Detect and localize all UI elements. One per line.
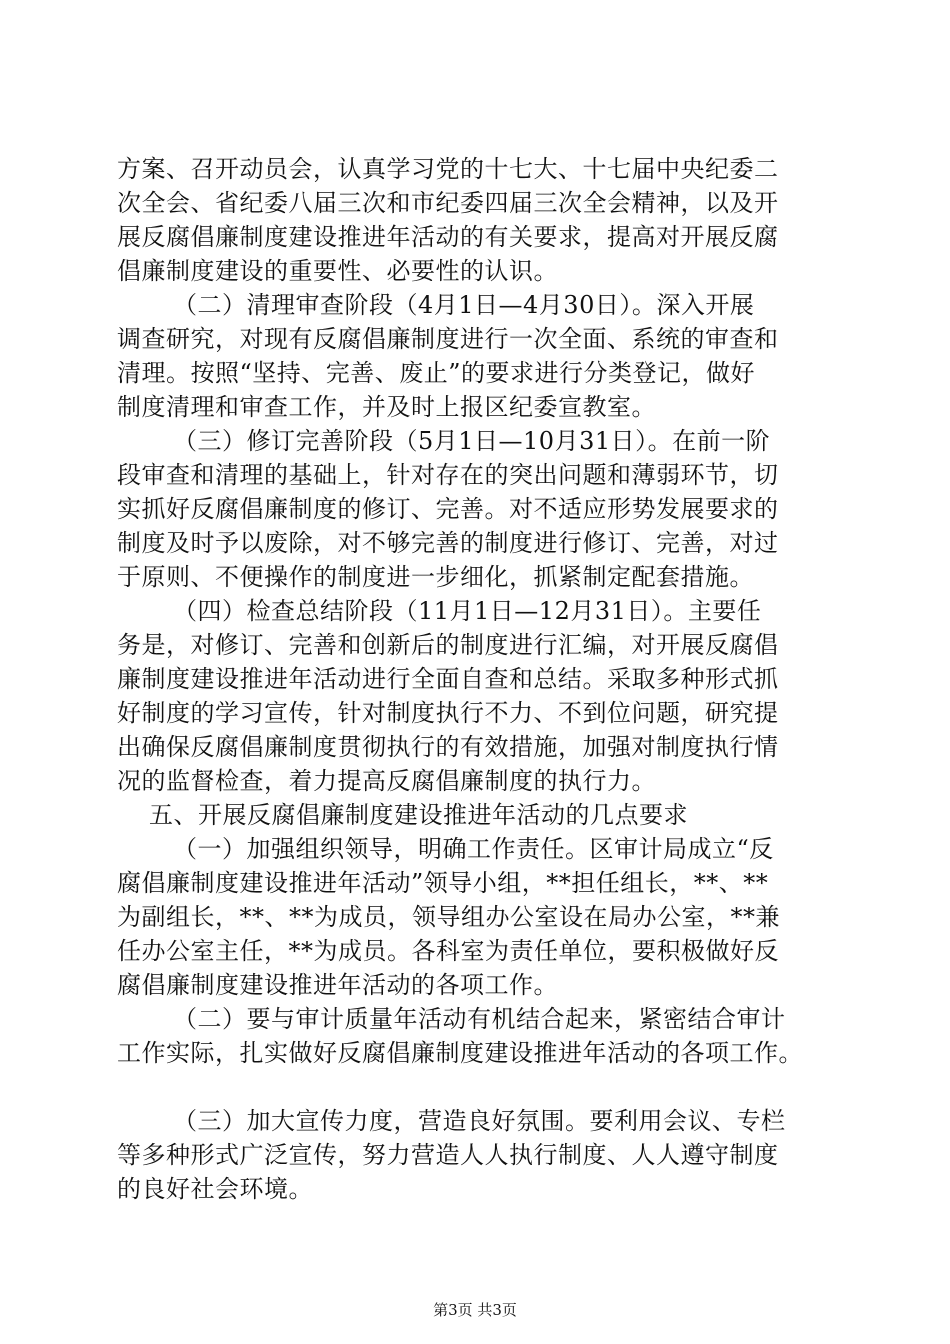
text-line: 展反腐倡廉制度建设推进年活动的有关要求，提高对开展反腐 xyxy=(117,223,779,251)
text-line: 工作实际，扎实做好反腐倡廉制度建设推进年活动的各项工作。 xyxy=(117,1039,803,1067)
text-line: 制度清理和审查工作，并及时上报区纪委宣教室。 xyxy=(117,393,656,421)
page-number-footer: 第3页 共3页 xyxy=(433,1301,517,1319)
document-body xyxy=(117,152,835,1206)
paragraph-start-line: （二）清理审查阶段（4月1日—4月30日）。深入开展 xyxy=(173,291,755,319)
paragraph-start-line: （四）检查总结阶段（11月1日—12月31日）。主要任 xyxy=(173,597,762,625)
text-line: 为副组长，**、**为成员，领导组办公室设在局办公室，**兼 xyxy=(117,903,780,931)
paragraph-gap xyxy=(117,1070,835,1104)
text-line: 等多种形式广泛宣传，努力营造人人执行制度、人人遵守制度 xyxy=(117,1141,779,1169)
text-line: 方案、召开动员会，认真学习党的十七大、十七届中央纪委二 xyxy=(117,155,779,183)
text-line: 调查研究，对现有反腐倡廉制度进行一次全面、系统的审查和 xyxy=(117,325,779,353)
text-line: 出确保反腐倡廉制度贯彻执行的有效措施，加强对制度执行情 xyxy=(117,733,779,761)
text-line: 制度及时予以废除，对不够完善的制度进行修订、完善，对过 xyxy=(117,529,779,557)
text-line: 次全会、省纪委八届三次和市纪委四届三次全会精神，以及开 xyxy=(117,189,779,217)
text-line: 实抓好反腐倡廉制度的修订、完善。对不适应形势发展要求的 xyxy=(117,495,779,523)
text-line: 倡廉制度建设的重要性、必要性的认识。 xyxy=(117,257,558,285)
paragraph-start-line: （一）加强组织领导，明确工作责任。区审计局成立“反 xyxy=(173,835,774,863)
section-heading: 五、开展反腐倡廉制度建设推进年活动的几点要求 xyxy=(149,801,688,829)
text-line: 段审查和清理的基础上，针对存在的突出问题和薄弱环节，切 xyxy=(117,461,779,489)
text-line: 腐倡廉制度建设推进年活动的各项工作。 xyxy=(117,971,558,999)
text-line: 任办公室主任，**为成员。各科室为责任单位，要积极做好反 xyxy=(117,937,779,965)
text-line: 务是，对修订、完善和创新后的制度进行汇编，对开展反腐倡 xyxy=(117,631,779,659)
text-line: 廉制度建设推进年活动进行全面自查和总结。采取多种形式抓 xyxy=(117,665,779,693)
paragraph-start-line: （三）修订完善阶段（5月1日—10月31日）。在前一阶 xyxy=(173,427,771,455)
text-line: 于原则、不便操作的制度进一步细化，抓紧制定配套措施。 xyxy=(117,563,754,591)
paragraph-start-line: （二）要与审计质量年活动有机结合起来，紧密结合审计 xyxy=(173,1005,786,1033)
text-line: 好制度的学习宣传，针对制度执行不力、不到位问题，研究提 xyxy=(117,699,779,727)
text-line: 的良好社会环境。 xyxy=(117,1175,313,1203)
paragraph-start-line: （三）加大宣传力度，营造良好氛围。要利用会议、专栏 xyxy=(173,1107,786,1135)
text-line: 腐倡廉制度建设推进年活动”领导小组，**担任组长，**、** xyxy=(117,869,769,897)
text-line: 清理。按照“坚持、完善、废止”的要求进行分类登记，做好 xyxy=(117,359,756,387)
text-line: 况的监督检查，着力提高反腐倡廉制度的执行力。 xyxy=(117,767,656,795)
